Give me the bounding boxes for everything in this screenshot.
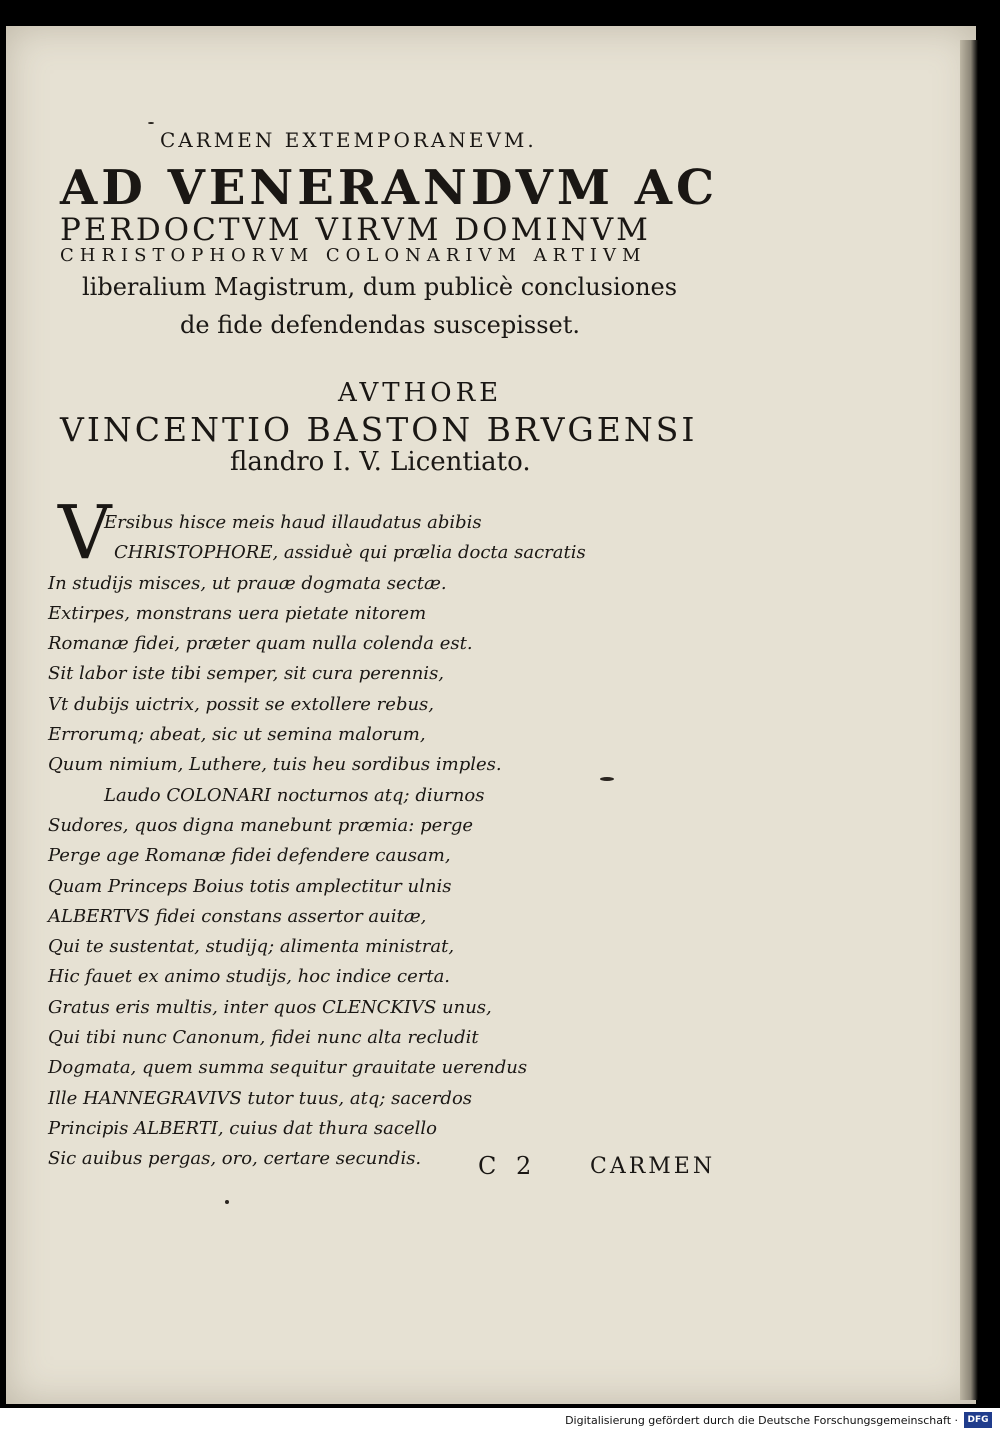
verse-line: Sic auibus pergas, oro, certare secundis.: [48, 1148, 422, 1170]
verse-line: Laudo COLONARI nocturnos atq; diurnos: [104, 784, 485, 806]
verse-line: Ersibus hisce meis haud illaudatus abibis: [104, 512, 482, 533]
page-edge: [960, 40, 978, 1400]
author-name: VINCENTIO BASTON BRVGENSI: [60, 410, 698, 449]
verse-line: Dogmata, quem summa sequitur grauitate uerendus: [48, 1057, 528, 1079]
title-line-5: de fide defendendas suscepisset.: [180, 311, 581, 339]
verse-line: Extirpes, monstrans uera pietate nitorem: [48, 602, 427, 624]
verse-line: In studijs misces, ut prauæ dogmata sectæ.: [48, 572, 447, 594]
verse-line: Perge age Romanæ fidei defendere causam,: [48, 845, 451, 867]
ink-speck: [600, 777, 614, 781]
footer-credit: Digitalisierung gefördert durch die Deutsche Forschungsgemeinschaft ·: [565, 1414, 958, 1427]
verse-line: ALBERTVS fidei constans assertor auitæ,: [48, 905, 427, 927]
catchword: CARMEN: [590, 1154, 716, 1179]
author-subtitle: flandro I. V. Licentiato.: [230, 447, 531, 477]
verse-line: Sit labor iste tibi semper, sit cura perennis,: [48, 663, 445, 685]
signature-mark: C 2: [478, 1152, 538, 1180]
dfg-logo: DFG: [964, 1412, 992, 1428]
title-line-4: liberalium Magistrum, dum publicè conclusiones: [82, 273, 678, 301]
drop-cap: V: [58, 490, 112, 576]
title-line-1: AD VENERANDVM AC: [60, 160, 719, 216]
verse-block: [48, 508, 728, 1175]
author-label: AVTHORE: [338, 378, 503, 408]
verse-line: Qui te sustentat, studijq; alimenta ministrat,: [48, 936, 455, 958]
title-line-2: PERDOCTVM VIRVM DOMINVM: [60, 212, 651, 248]
verse-line: Errorumq; abeat, sic ut semina malorum,: [48, 724, 426, 746]
ink-speck: [225, 1200, 229, 1204]
header-small-title: CARMEN EXTEMPORANEVM.: [160, 128, 537, 152]
verse-line: Sudores, quos digna manebunt præmia: perge: [48, 814, 474, 836]
title-line-3: CHRISTOPHORVM COLONARIVM ARTIVM: [60, 245, 647, 266]
verse-line: Hic fauet ex animo studijs, hoc indice certa.: [48, 966, 451, 988]
ink-speck: [148, 122, 154, 124]
verse-line: Quam Princeps Boius totis amplectitur ulnis: [48, 875, 452, 897]
verse-line: Vt dubijs uictrix, possit se extollere rebus,: [48, 693, 435, 715]
verse-line: Principis ALBERTI, cuius dat thura sacello: [48, 1117, 437, 1139]
verse-line: CHRISTOPHORE, assiduè qui prælia docta sacratis: [114, 542, 586, 564]
verse-line: Gratus eris multis, inter quos CLENCKIVS unus,: [48, 996, 492, 1018]
verse-line: Ille HANNEGRAVIVS tutor tuus, atq; sacerdos: [48, 1087, 473, 1109]
verse-line: Quum nimium, Luthere, tuis heu sordibus imples.: [48, 754, 502, 776]
verse-line: Romanæ fidei, præter quam nulla colenda est.: [48, 633, 473, 655]
verse-line: Qui tibi nunc Canonum, fidei nunc alta recludit: [48, 1027, 479, 1049]
footer-bar: [0, 1408, 1000, 1434]
